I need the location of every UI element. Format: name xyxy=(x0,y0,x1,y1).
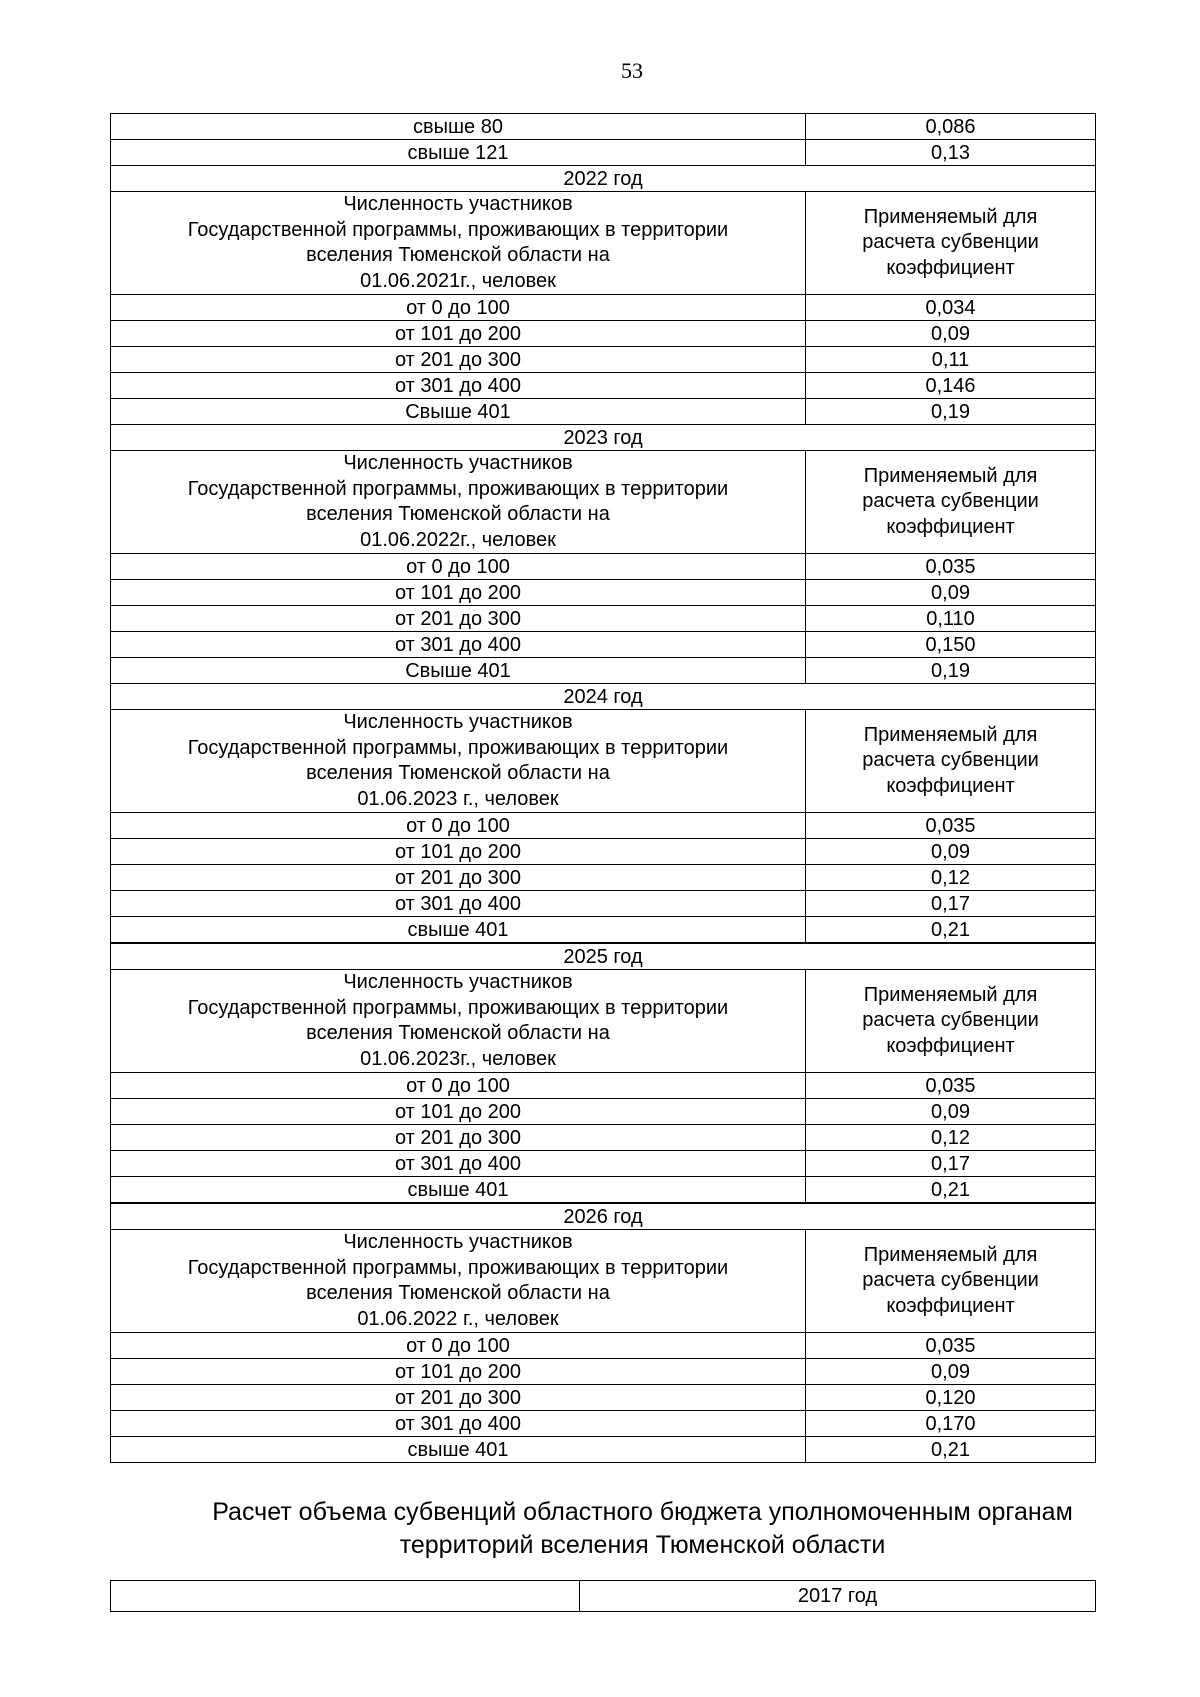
range-cell: от 101 до 200 xyxy=(111,839,806,865)
header-line: Численность участников xyxy=(343,1231,573,1253)
coef-cell: 0,146 xyxy=(806,373,1096,399)
data-row xyxy=(111,373,1096,399)
coef-cell: 0,11 xyxy=(806,347,1096,373)
range-cell: от 101 до 200 xyxy=(111,1099,806,1125)
coef-cell: 0,110 xyxy=(806,606,1096,632)
header-coefficient-cell xyxy=(806,710,1096,813)
range-cell: свыше 121 xyxy=(111,140,806,166)
coef-cell: 0,035 xyxy=(806,554,1096,580)
header-coefficient-cell xyxy=(806,451,1096,554)
range-cell: от 201 до 300 xyxy=(111,1385,806,1411)
range-cell: от 0 до 100 xyxy=(111,1333,806,1359)
data-row xyxy=(111,813,1096,839)
header-line: коэффициент xyxy=(886,1034,1015,1057)
header-line: вселения Тюменской области на xyxy=(306,244,610,266)
header-line: Государственной программы, проживающих в территории xyxy=(187,1256,729,1279)
section-title-line: территорий вселения Тюменской области xyxy=(399,1531,886,1559)
data-row xyxy=(111,1385,1096,1411)
page-number: 53 xyxy=(621,58,643,83)
range-cell: свыше 80 xyxy=(111,114,806,140)
range-cell: Свыше 401 xyxy=(111,399,806,425)
data-row xyxy=(111,1177,1096,1204)
range-cell: свыше 401 xyxy=(111,1177,806,1204)
data-row xyxy=(111,580,1096,606)
coef-cell: 0,21 xyxy=(806,917,1096,944)
header-coefficient-cell xyxy=(806,970,1096,1073)
year-row xyxy=(111,1203,1096,1230)
coefficient-table xyxy=(110,113,1096,1463)
top-row xyxy=(111,114,1096,140)
header-line: Численность участников xyxy=(343,193,573,215)
coef-cell: 0,120 xyxy=(806,1385,1096,1411)
range-cell: от 0 до 100 xyxy=(111,1073,806,1099)
header-participants-cell xyxy=(111,451,806,554)
year-row xyxy=(111,166,1096,192)
header-line: Государственной программы, проживающих в территории xyxy=(187,996,729,1019)
coef-cell: 0,035 xyxy=(806,1073,1096,1099)
year-cell: 2023 год xyxy=(111,425,1096,451)
subvention-table-row xyxy=(111,1581,1096,1612)
coef-cell: 0,09 xyxy=(806,580,1096,606)
coef-cell: 0,09 xyxy=(806,839,1096,865)
year-row xyxy=(111,943,1096,970)
range-cell: от 101 до 200 xyxy=(111,1359,806,1385)
header-line: Применяемый для xyxy=(863,464,1038,487)
header-line: вселения Тюменской области на xyxy=(306,1022,610,1044)
header-line: 01.06.2021г., человек xyxy=(360,269,556,292)
range-cell: от 201 до 300 xyxy=(111,1125,806,1151)
coef-cell: 0,21 xyxy=(806,1437,1096,1463)
header-line: Численность участников xyxy=(343,452,573,474)
header-coefficient-cell xyxy=(806,192,1096,295)
coef-cell: 0,17 xyxy=(806,1151,1096,1177)
data-row xyxy=(111,1359,1096,1385)
range-cell: от 0 до 100 xyxy=(111,813,806,839)
header-line: Применяемый для xyxy=(863,205,1038,228)
header-line: Государственной программы, проживающих в территории xyxy=(187,736,729,759)
data-row xyxy=(111,1151,1096,1177)
coef-cell: 0,170 xyxy=(806,1411,1096,1437)
coef-cell: 0,09 xyxy=(806,321,1096,347)
coef-cell: 0,034 xyxy=(806,295,1096,321)
data-row xyxy=(111,321,1096,347)
range-cell: от 201 до 300 xyxy=(111,347,806,373)
range-cell: от 101 до 200 xyxy=(111,321,806,347)
header-line: Применяемый для xyxy=(863,983,1038,1006)
data-row xyxy=(111,917,1096,944)
header-line: Применяемый для xyxy=(863,723,1038,746)
header-line: Государственной программы, проживающих в территории xyxy=(187,477,729,500)
header-line: вселения Тюменской области на xyxy=(306,503,610,525)
range-cell: от 0 до 100 xyxy=(111,554,806,580)
header-participants-cell xyxy=(111,970,806,1073)
data-row xyxy=(111,1411,1096,1437)
header-participants-cell xyxy=(111,1230,806,1333)
data-row xyxy=(111,1125,1096,1151)
coef-cell: 0,09 xyxy=(806,1099,1096,1125)
header-line: коэффициент xyxy=(886,256,1015,279)
column-header-row xyxy=(111,1230,1096,1333)
header-line: 01.06.2022г., человек xyxy=(360,528,556,551)
header-line: коэффициент xyxy=(886,1294,1015,1317)
coef-cell: 0,150 xyxy=(806,632,1096,658)
coef-cell: 0,19 xyxy=(806,399,1096,425)
header-line: коэффициент xyxy=(886,515,1015,538)
data-row xyxy=(111,1073,1096,1099)
header-line: Численность участников xyxy=(343,971,573,993)
data-row xyxy=(111,295,1096,321)
coef-cell: 0,086 xyxy=(806,114,1096,140)
header-line: 01.06.2023 г., человек xyxy=(357,787,559,810)
range-cell: Свыше 401 xyxy=(111,658,806,684)
range-cell: от 201 до 300 xyxy=(111,865,806,891)
coef-cell: 0,19 xyxy=(806,658,1096,684)
header-line: вселения Тюменской области на xyxy=(306,762,610,784)
year-cell: 2022 год xyxy=(111,166,1096,192)
coef-cell: 0,035 xyxy=(806,813,1096,839)
range-cell: от 301 до 400 xyxy=(111,632,806,658)
header-line: Численность участников xyxy=(343,711,573,733)
column-header-row xyxy=(111,451,1096,554)
coef-cell: 0,12 xyxy=(806,1125,1096,1151)
header-line: вселения Тюменской области на xyxy=(306,1282,610,1304)
coef-cell: 0,13 xyxy=(806,140,1096,166)
year-cell: 2025 год xyxy=(111,943,1096,970)
coef-cell: 0,21 xyxy=(806,1177,1096,1204)
year-cell: 2024 год xyxy=(111,684,1096,710)
range-cell: от 101 до 200 xyxy=(111,580,806,606)
data-row xyxy=(111,606,1096,632)
range-cell: от 301 до 400 xyxy=(111,891,806,917)
range-cell: от 301 до 400 xyxy=(111,1151,806,1177)
header-line: Применяемый для xyxy=(863,1243,1038,1266)
header-line: 01.06.2023г., человек xyxy=(360,1047,556,1070)
column-header-row xyxy=(111,192,1096,295)
data-row xyxy=(111,658,1096,684)
coef-cell: 0,09 xyxy=(806,1359,1096,1385)
header-line: расчета субвенции xyxy=(862,490,1039,513)
data-row xyxy=(111,1333,1096,1359)
coef-cell: 0,17 xyxy=(806,891,1096,917)
subvention-left-cell xyxy=(111,1581,580,1612)
data-row xyxy=(111,347,1096,373)
data-row xyxy=(111,1099,1096,1125)
year-row xyxy=(111,684,1096,710)
header-coefficient-cell xyxy=(806,1230,1096,1333)
header-line: расчета субвенции xyxy=(862,749,1039,772)
header-line: расчета субвенции xyxy=(862,1269,1039,1292)
header-line: расчета субвенции xyxy=(862,231,1039,254)
header-line: 01.06.2022 г., человек xyxy=(357,1307,559,1330)
data-row xyxy=(111,632,1096,658)
range-cell: свыше 401 xyxy=(111,1437,806,1463)
coefficient-table-body xyxy=(111,114,1096,1463)
range-cell: свыше 401 xyxy=(111,917,806,944)
range-cell: от 301 до 400 xyxy=(111,373,806,399)
coef-cell: 0,12 xyxy=(806,865,1096,891)
data-row xyxy=(111,399,1096,425)
header-participants-cell xyxy=(111,710,806,813)
data-row xyxy=(111,891,1096,917)
year-row xyxy=(111,425,1096,451)
header-line: расчета субвенции xyxy=(862,1009,1039,1032)
coef-cell: 0,035 xyxy=(806,1333,1096,1359)
subvention-year-cell: 2017 год xyxy=(580,1581,1096,1612)
header-line: коэффициент xyxy=(886,774,1015,797)
header-participants-cell xyxy=(111,192,806,295)
subvention-table xyxy=(110,1580,1096,1612)
range-cell: от 0 до 100 xyxy=(111,295,806,321)
data-row xyxy=(111,839,1096,865)
range-cell: от 201 до 300 xyxy=(111,606,806,632)
header-line: Государственной программы, проживающих в территории xyxy=(187,218,729,241)
data-row xyxy=(111,554,1096,580)
column-header-row xyxy=(111,970,1096,1073)
data-row xyxy=(111,865,1096,891)
data-row xyxy=(111,1437,1096,1463)
top-row xyxy=(111,140,1096,166)
range-cell: от 301 до 400 xyxy=(111,1411,806,1437)
year-cell: 2026 год xyxy=(111,1203,1096,1230)
section-title xyxy=(150,1496,1135,1562)
section-title-line: Расчет объема субвенций областного бюджета уполномоченным органам xyxy=(212,1498,1073,1526)
column-header-row xyxy=(111,710,1096,813)
